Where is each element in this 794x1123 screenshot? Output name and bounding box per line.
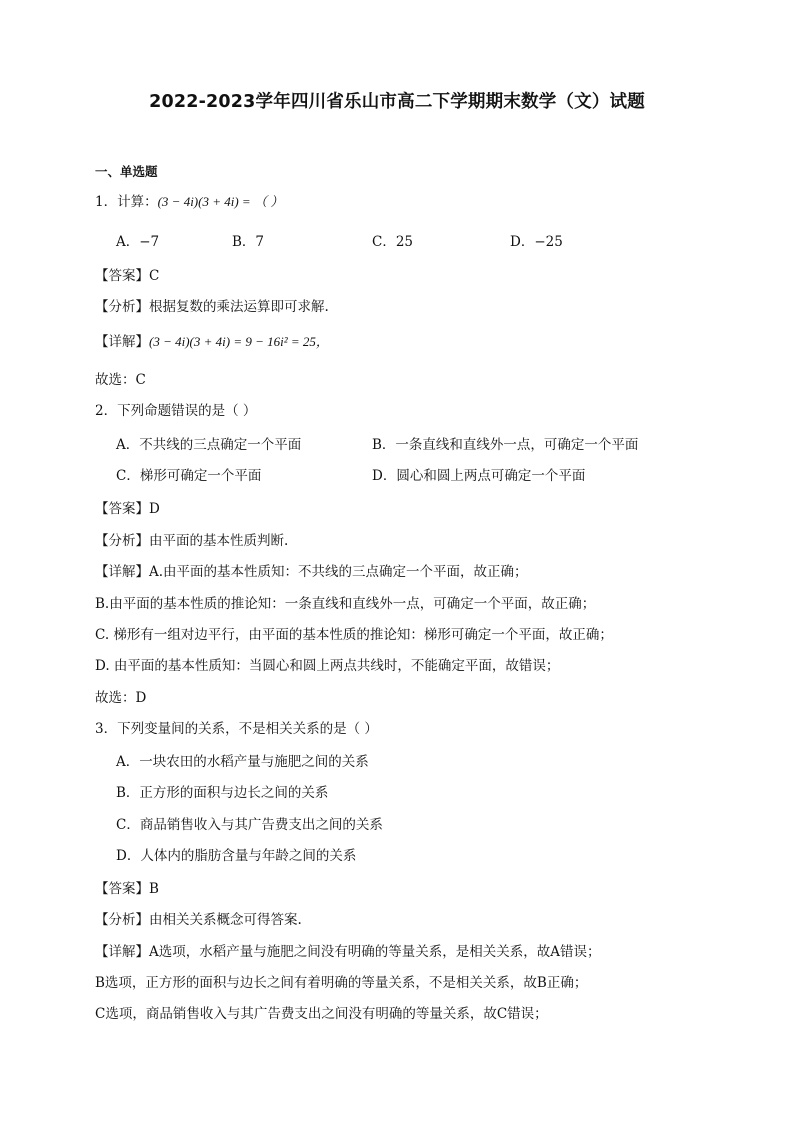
q2-option-c: C．梯形可确定一个平面: [116, 468, 262, 484]
q1-answer: [95, 267, 159, 285]
answer-value: C: [149, 268, 160, 284]
q1-choice: 故选：C: [95, 372, 146, 388]
analysis-tag: 【分析】: [95, 299, 149, 315]
detail-line: B选项，正方形的面积与边长之间有着明确的等量关系，不是相关关系，故B正确；: [95, 975, 588, 991]
q2-option-b: B．一条直线和直线外一点，可确定一个平面: [372, 437, 639, 453]
analysis-text: 由平面的基本性质判断.: [149, 533, 289, 549]
q2-answer: [95, 500, 160, 518]
q3-answer: [95, 880, 159, 898]
math-expression: (3 − 4i)(3 + 4i) = （ ）: [157, 194, 284, 209]
q3-option-c: C．商品销售收入与其广告费支出之间的关系: [116, 817, 383, 833]
q3-option-d: D．人体内的脂肪含量与年龄之间的关系: [116, 848, 357, 864]
question-stem: 下列变量间的关系，不是相关关系的是（ ）: [117, 721, 378, 737]
question-number: 3．: [95, 721, 118, 737]
detail-tag: 【详解】: [95, 944, 149, 960]
question-2: [95, 402, 256, 420]
detail-line: B.由平面的基本性质的推论知：一条直线和直线外一点，可确定一个平面，故正确；: [95, 596, 596, 612]
detail-text: A.由平面的基本性质知：不共线的三点确定一个平面，故正确；: [149, 564, 528, 580]
q2-analysis: [95, 532, 288, 550]
q2-option-a: A．不共线的三点确定一个平面: [116, 437, 302, 453]
detail-line: D. 由平面的基本性质知：当圆心和圆上两点共线时，不能确定平面，故错误；: [95, 658, 560, 674]
question-stem: 下列命题错误的是（ ）: [117, 403, 257, 419]
question-number: 2．: [95, 403, 118, 419]
q1-option-b: B．7: [232, 234, 265, 250]
document-title: 2022-2023学年四川省乐山市高二下学期期末数学（文）试题: [149, 92, 645, 112]
q1-option-c: C．25: [372, 234, 414, 250]
analysis-tag: 【分析】: [95, 912, 149, 928]
detail-tag: 【详解】: [95, 334, 149, 350]
analysis-text: 由相关关系概念可得答案.: [149, 912, 302, 928]
answer-value: B: [149, 881, 159, 897]
question-3: [95, 720, 378, 738]
answer-value: D: [149, 501, 160, 517]
detail-text: A选项，水稻产量与施肥之间没有明确的等量关系，是相关关系，故A错误；: [149, 944, 601, 960]
q1-option-a: A．−7: [116, 234, 160, 250]
question-stem: 计算：: [117, 194, 158, 210]
q3-analysis: [95, 911, 302, 929]
question-number: 1．: [95, 194, 118, 210]
q2-detail: [95, 563, 528, 581]
q1-option-d: D．−25: [510, 234, 563, 250]
detail-line: C. 梯形有一组对边平行，由平面的基本性质的推论知：梯形可确定一个平面，故正确；: [95, 627, 613, 643]
q2-choice: 故选：D: [95, 690, 147, 706]
answer-tag: 【答案】: [95, 268, 149, 284]
q3-option-a: A．一块农田的水稻产量与施肥之间的关系: [116, 754, 369, 770]
answer-tag: 【答案】: [95, 881, 149, 897]
q1-analysis: [95, 298, 329, 316]
detail-tag: 【详解】: [95, 564, 149, 580]
detail-math: (3 − 4i)(3 + 4i) = 9 − 16i² = 25，: [149, 334, 329, 349]
detail-line: C选项，商品销售收入与其广告费支出之间没有明确的等量关系，故C错误；: [95, 1006, 548, 1022]
analysis-text: 根据复数的乘法运算即可求解.: [149, 299, 329, 315]
q3-detail: [95, 943, 601, 961]
question-1: [95, 193, 283, 211]
answer-tag: 【答案】: [95, 501, 149, 517]
q3-option-b: B．正方形的面积与边长之间的关系: [116, 785, 329, 801]
analysis-tag: 【分析】: [95, 533, 149, 549]
q1-detail: [95, 333, 329, 351]
q2-option-d: D．圆心和圆上两点可确定一个平面: [372, 468, 586, 484]
section-heading: 一、单选题: [95, 164, 158, 179]
